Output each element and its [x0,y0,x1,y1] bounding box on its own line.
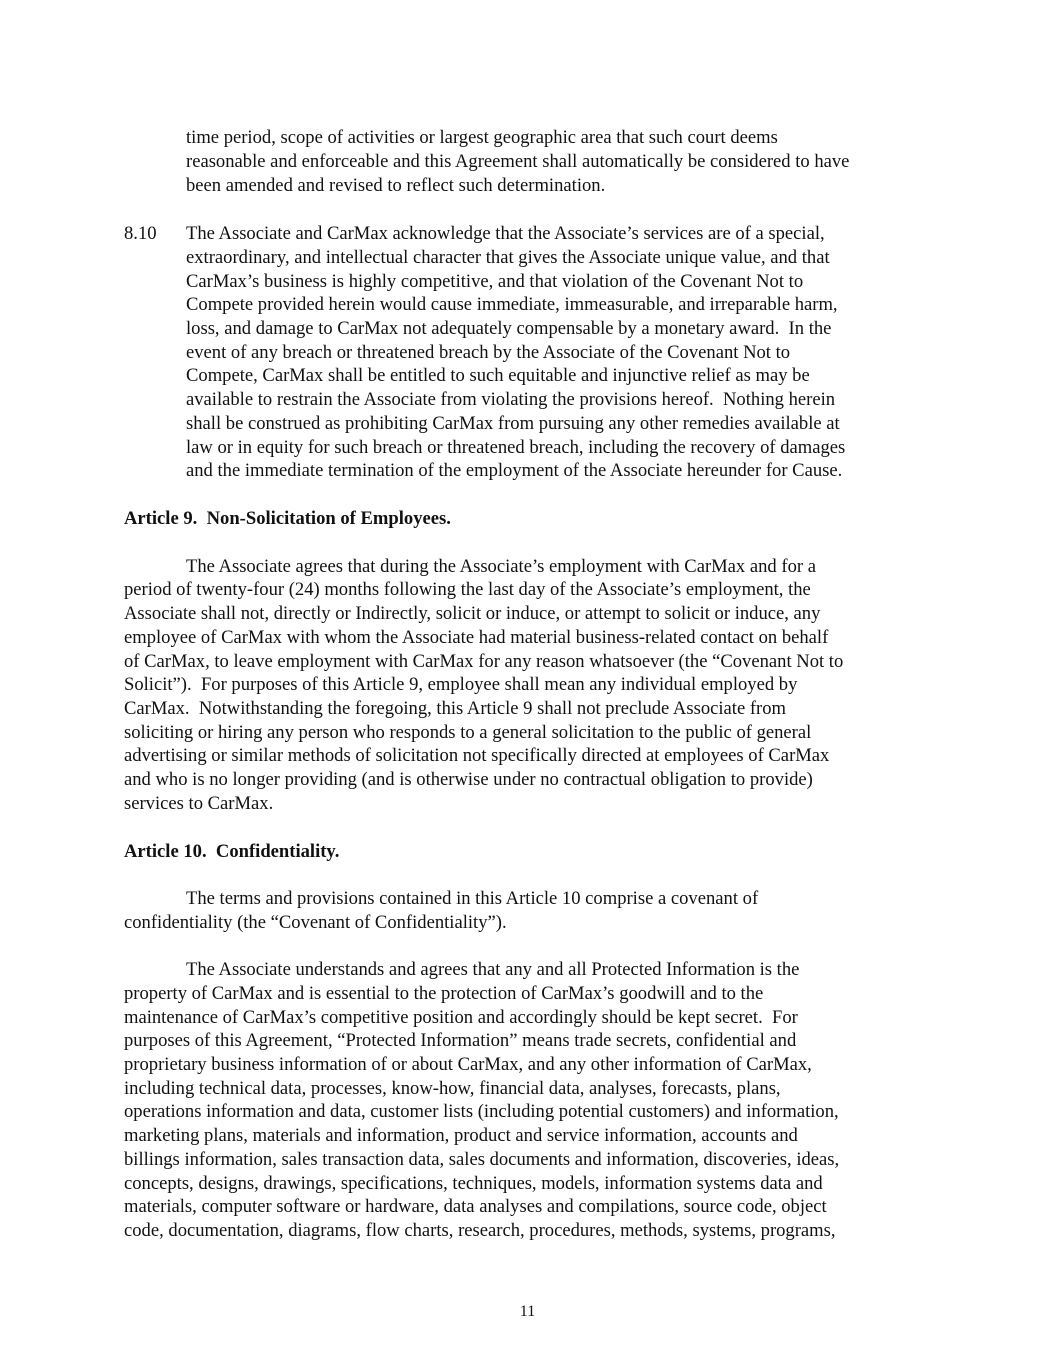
text-line: of CarMax, to leave employment with CarMax for any reason whatsoever (the “Covenant Not to [124,651,844,672]
text-line: confidentiality (the “Covenant of Confidentiality”). [124,912,507,933]
text-line: concepts, designs, drawings, specifications, techniques, models, information systems data and [124,1173,823,1194]
text-line: purposes of this Agreement, “Protected Information” means trade secrets, confidential and [124,1030,797,1051]
page-number: 11 [519,1303,536,1320]
text-line: employee of CarMax with whom the Associate had material business-related contact on behalf [124,627,829,648]
text-line: loss, and damage to CarMax not adequately compensable by a monetary award. In the [186,318,832,339]
text-line: soliciting or hiring any person who responds to a general solicitation to the public of general [124,722,812,743]
text-line: maintenance of CarMax’s competitive position and accordingly should be kept secret. For [124,1007,798,1028]
article-heading: Article 10. Confidentiality. [124,841,340,862]
text-line: The Associate understands and agrees that any and all Protected Information is the [186,959,800,980]
text-line: The terms and provisions contained in this Article 10 comprise a covenant of [186,888,759,909]
text-line: including technical data, processes, know-how, financial data, analyses, forecasts, plans, [124,1078,781,1099]
text-line: shall be construed as prohibiting CarMax from pursuing any other remedies available at [186,413,840,434]
text-line: The Associate and CarMax acknowledge that the Associate’s services are of a special, [186,223,825,244]
text-line: Compete, CarMax shall be entitled to such equitable and injunctive relief as may be [186,365,810,386]
article-heading: Article 9. Non-Solicitation of Employees. [124,508,451,529]
text-line: Associate shall not, directly or Indirectly, solicit or induce, or attempt to solicit or induce, any [124,603,821,624]
text-line: Solicit”). For purposes of this Article 9, employee shall mean any individual employed by [124,674,798,695]
text-line: and the immediate termination of the employment of the Associate hereunder for Cause. [186,460,843,481]
text-line: The Associate agrees that during the Associate’s employment with CarMax and for a [186,556,816,577]
text-line: reasonable and enforceable and this Agreement shall automatically be considered to have [186,151,850,172]
text-line: law or in equity for such breach or threatened breach, including the recovery of damages [186,437,846,458]
text-line: time period, scope of activities or largest geographic area that such court deems [186,127,778,148]
text-line: Compete provided herein would cause immediate, immeasurable, and irreparable harm, [186,294,838,315]
text-line: and who is no longer providing (and is otherwise under no contractual obligation to provide) [124,769,813,790]
text-line: proprietary business information of or about CarMax, and any other information of CarMax, [124,1054,812,1075]
text-line: been amended and revised to reflect such determination. [186,175,606,196]
text-line: code, documentation, diagrams, flow charts, research, procedures, methods, systems, programs, [124,1220,836,1241]
text-line: event of any breach or threatened breach by the Associate of the Covenant Not to [186,342,791,363]
text-line: period of twenty-four (24) months following the last day of the Associate’s employment, the [124,579,811,600]
text-line: CarMax’s business is highly competitive, and that violation of the Covenant Not to [186,271,804,292]
text-line: materials, computer software or hardware, data analyses and compilations, source code, object [124,1196,827,1217]
text-line: marketing plans, materials and information, product and service information, accounts and [124,1125,798,1146]
text-line: CarMax. Notwithstanding the foregoing, this Article 9 shall not preclude Associate from [124,698,787,719]
section-number: 8.10 [124,223,157,244]
text-line: available to restrain the Associate from violating the provisions hereof. Nothing herein [186,389,836,410]
text-line: extraordinary, and intellectual character that gives the Associate unique value, and that [186,247,830,268]
text-line: operations information and data, customer lists (including potential customers) and information, [124,1101,839,1122]
text-line: advertising or similar methods of solicitation not specifically directed at employees of CarMax [124,745,830,766]
text-line: billings information, sales transaction data, sales documents and information, discoveries, ideas, [124,1149,840,1170]
text-line: services to CarMax. [124,793,274,814]
text-line: property of CarMax and is essential to the protection of CarMax’s goodwill and to the [124,983,764,1004]
